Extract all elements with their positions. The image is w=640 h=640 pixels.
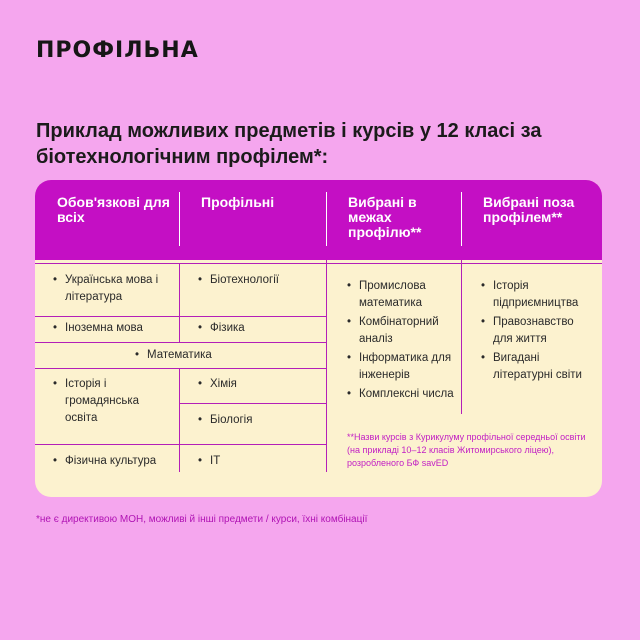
- subject-cell: • Хімія: [198, 378, 237, 390]
- header-chosen-outside-profile: Вибрані поза профілем**: [483, 194, 575, 225]
- courses-note: **Назви курсів з Курикулуму профільної середньої освіти (на прикладі 10–12 класів Житомирського ліцею), розробленого БФ savED: [347, 432, 586, 468]
- grid-line: [179, 403, 327, 404]
- list-item: • Правознавство для життя: [481, 316, 574, 345]
- grid-line: [326, 260, 327, 472]
- grid-line: [179, 368, 180, 472]
- page-title: Приклад можливих предметів і курсів у 12 класі за біотехнологічним профілем*:: [36, 120, 542, 168]
- list-item: • Історія підприємництва: [481, 280, 579, 309]
- footnote: *не є директивою МОН, можливі й інші предмети / курси, їхні комбінації: [36, 514, 368, 525]
- chosen-in-profile-list: [347, 278, 455, 403]
- subject-cell: • ІТ: [198, 455, 221, 467]
- subjects-table: [35, 180, 602, 497]
- grid-line: [35, 342, 327, 343]
- header-divider: [179, 192, 180, 246]
- list-item: • Промислова математика: [347, 280, 426, 309]
- header-divider: [326, 192, 327, 246]
- header-divider: [461, 192, 462, 246]
- header-profile: Профільні: [201, 194, 275, 210]
- chosen-outside-profile-list: [481, 278, 593, 384]
- subject-cell: • Біотехнології: [198, 274, 279, 286]
- subject-cell: • Іноземна мова: [53, 322, 143, 334]
- header-mandatory: Обов'язкові для всіх: [57, 194, 170, 225]
- grid-line: [35, 444, 327, 445]
- list-item: • Комплексні числа: [347, 388, 454, 400]
- list-item: • Комбінаторний аналіз: [347, 316, 439, 345]
- subject-cell: • Історія і громадянська освіта: [53, 378, 139, 424]
- subject-cell: • Фізична культура: [53, 455, 157, 467]
- subject-cell: • Українська мова і література: [53, 274, 159, 303]
- subject-cell-math: • Математика: [135, 349, 212, 361]
- list-item: • Інформатика для інженерів: [347, 352, 452, 381]
- brand-logo: ПРОФІЛЬНА: [36, 38, 199, 63]
- grid-line: [461, 260, 462, 414]
- subject-cell: • Біологія: [198, 414, 253, 426]
- grid-line: [35, 316, 327, 317]
- grid-line: [326, 263, 602, 264]
- list-item: • Вигадані літературні світи: [481, 352, 582, 381]
- table-header: [35, 180, 602, 260]
- subject-cell: • Фізика: [198, 322, 245, 334]
- header-chosen-in-profile: Вибрані в межах профілю**: [348, 194, 422, 240]
- grid-line: [35, 263, 327, 264]
- grid-line: [35, 368, 327, 369]
- grid-line: [179, 263, 180, 342]
